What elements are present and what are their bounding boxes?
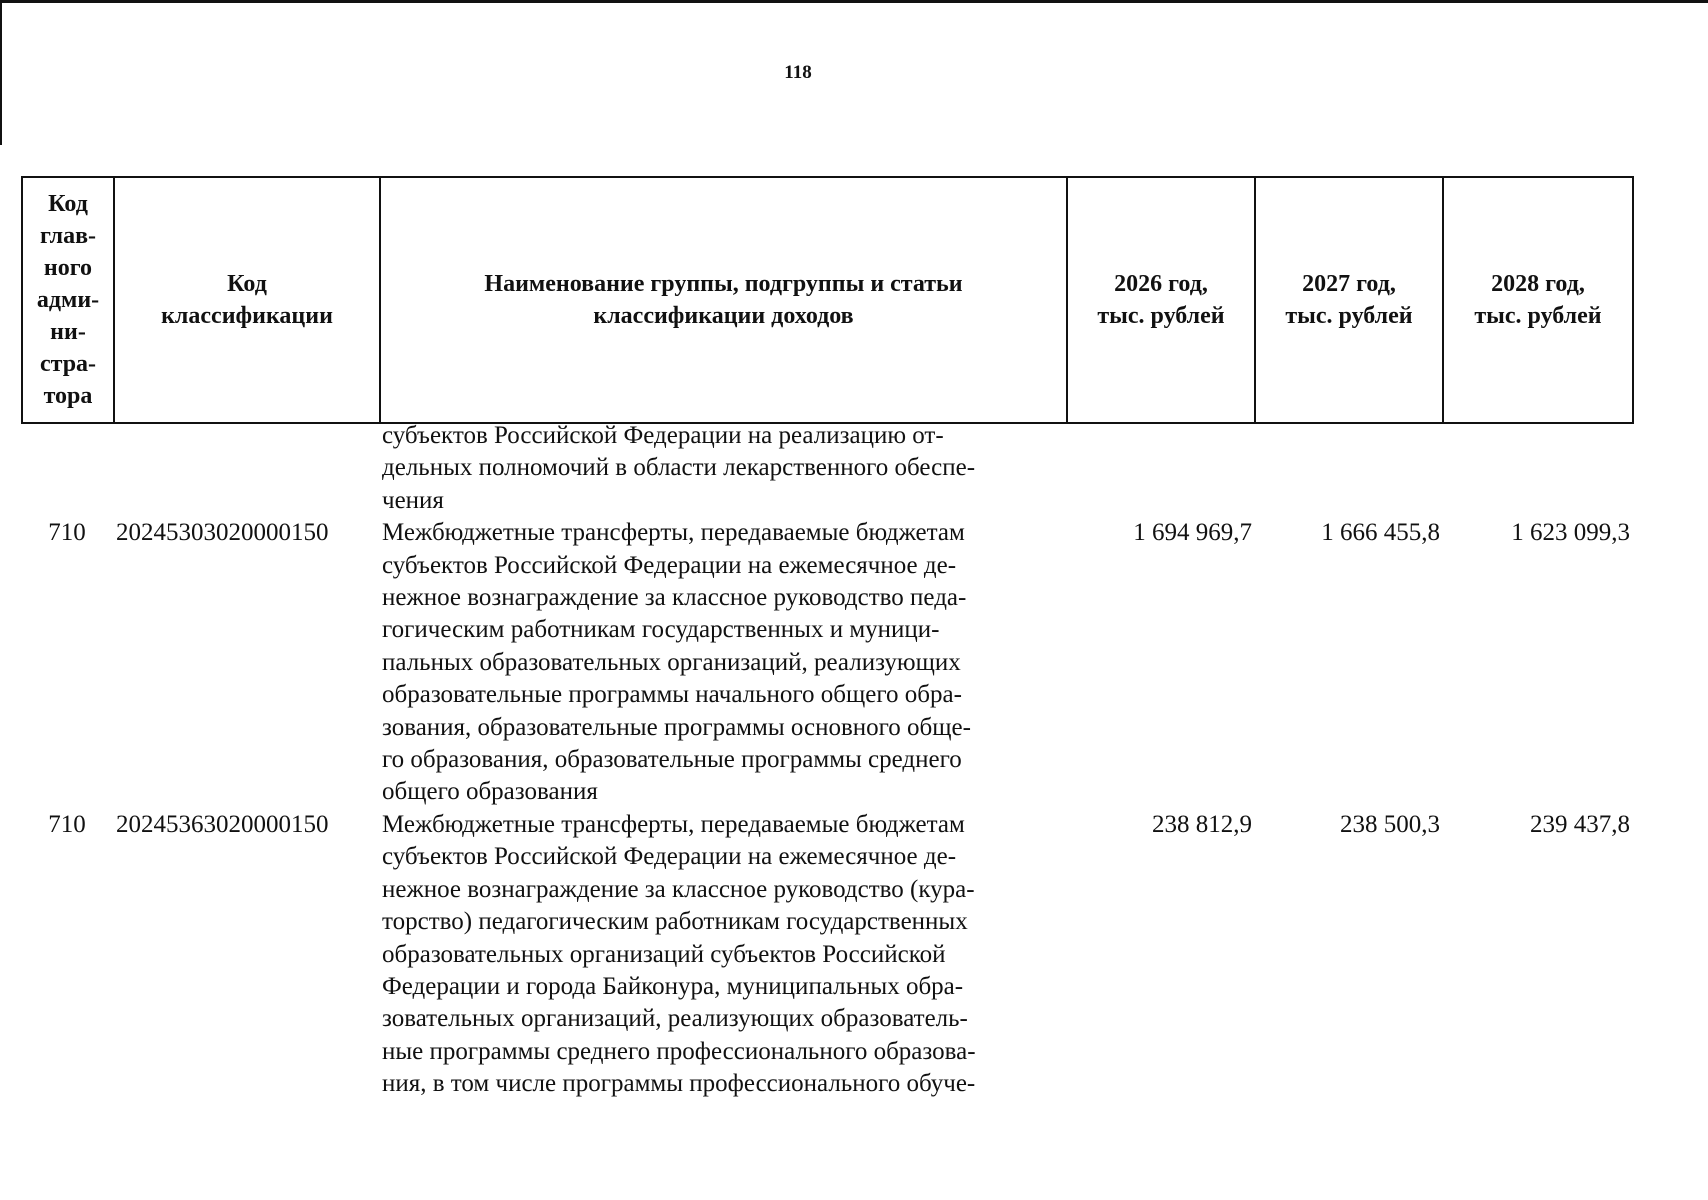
- header-admin-code: Код глав- ного адми- ни- стра- тора: [22, 177, 114, 423]
- header-classification-code: Код классификации: [114, 177, 380, 423]
- header-year-2028: 2028 год, тыс. рублей: [1443, 177, 1633, 423]
- cell-admin-code: [21, 420, 113, 517]
- cell-year-2026: 1 694 969,7: [1133, 519, 1252, 547]
- cell-year-2027: 1 666 455,8: [1321, 519, 1440, 547]
- cell-year-2028: [1442, 420, 1632, 517]
- cell-classification-code: 20245363020000150: [116, 810, 329, 838]
- table-row: [21, 517, 1632, 809]
- cell-admin-code: 710: [48, 519, 86, 547]
- cell-income-name: Межбюджетные трансферты, передаваемые бюджетам субъектов Российской Федерации на ежемесячное де- нежное вознаграждение за классное руководство (кура- торство) педагогическим работникам государственных образовательных организаций субъектов Российской Федерации и города Байконура, муниципальных обра- зовательных организаций, реализующих образователь- ные программы среднего профессионального образова- ния, в том числе программы профессионального обуче-: [382, 810, 976, 1098]
- header-income-name: Наименование группы, подгруппы и статьи классификации доходов: [380, 177, 1067, 423]
- cell-admin-code: 710: [48, 810, 86, 838]
- top-border-line: [0, 0, 1708, 3]
- cell-year-2028: 1 623 099,3: [1511, 519, 1630, 547]
- header-year-2027: 2027 год, тыс. рублей: [1255, 177, 1443, 423]
- table-header: [21, 176, 1634, 424]
- cell-year-2026: [1066, 420, 1254, 517]
- cell-year-2028: 239 437,8: [1530, 810, 1630, 838]
- cell-income-name: Межбюджетные трансферты, передаваемые бюджетам субъектов Российской Федерации на ежемесячное де- нежное вознаграждение за классное руководство педа- гогическим работникам государственных и муници- пальных образовательных организаций, реализующих образовательные программы начального общего обра- зования, образовательные программы основного обще- го образования, образовательные программы среднего общего образования: [382, 519, 971, 806]
- cell-year-2027: 238 500,3: [1340, 810, 1440, 838]
- page-number: 118: [784, 62, 812, 83]
- cell-classification-code: [113, 420, 379, 517]
- cell-year-2027: [1254, 420, 1442, 517]
- table-row: [21, 420, 1632, 517]
- table-body: [21, 420, 1632, 1101]
- cell-classification-code: 20245303020000150: [116, 519, 329, 547]
- cell-year-2026: 238 812,9: [1152, 810, 1252, 838]
- cell-income-name: субъектов Российской Федерации на реализацию от- дельных полномочий в области лекарственного обеспе- чения: [382, 422, 976, 514]
- header-year-2026: 2026 год, тыс. рублей: [1067, 177, 1255, 423]
- table-row: [21, 809, 1632, 1101]
